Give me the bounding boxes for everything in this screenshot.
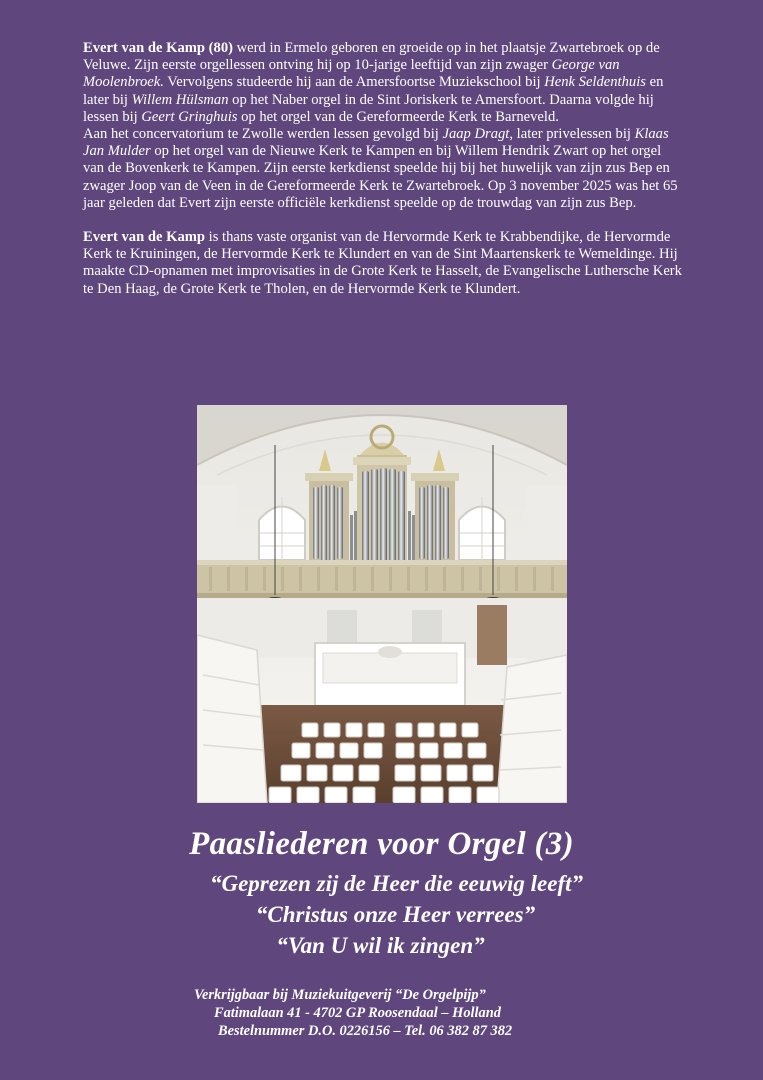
teacher-name: Klaas Jan Mulder xyxy=(83,126,669,160)
bio-text: , later privelessen bij xyxy=(509,126,635,143)
bio-text: en later bij xyxy=(83,74,664,108)
bio-paragraph-1 xyxy=(83,40,683,126)
church-organ-photo xyxy=(197,405,567,803)
bio-text: Vervolgens studeerde hij aan de Amersfoortse Muziekschool bij xyxy=(163,74,545,91)
bio-text: op het orgel van de Nieuwe Kerk te Kampen en bij Willem Hendrik Zwart op het orgel van de Bovenkerk te Kampen. Zijn eerste kerkdienst speelde hij bij het huwelijk van zijn zus Bep en zwager Joop van de Veen in de Gereformeerde Kerk te Zwartebroek. Op 3 november 2025 was het 65 jaar geleden dat Evert zijn eerste officiële kerkdienst speelde op de trouwdag van zijn zus Bep. xyxy=(83,143,678,211)
order-number: Bestelnummer D.O. 0226156 – Tel. 06 382 87 382 xyxy=(218,1023,513,1039)
song-title: “Christus onze Heer verrees” xyxy=(255,902,536,927)
bio-text: Aan het concervatorium te Zwolle werden lessen gevolgd bij xyxy=(83,126,443,143)
bio-paragraph-2 xyxy=(83,126,683,212)
publisher-address: Fatimalaan 41 - 4702 GP Roosendaal – Holland xyxy=(214,1005,501,1021)
teacher-name: George van Moolenbroek. xyxy=(83,57,620,91)
publisher-info xyxy=(0,986,763,1040)
song-title: “Geprezen zij de Heer die eeuwig leeft” xyxy=(209,871,584,896)
organist-name: Evert van de Kamp xyxy=(83,229,206,246)
teacher-name: Henk Seldenthuis xyxy=(544,74,646,91)
song-title: “Van U wil ik zingen” xyxy=(276,933,485,958)
teacher-name: Geert Gringhuis xyxy=(141,108,238,125)
biography xyxy=(83,40,683,298)
teacher-name: Jaap Dragt xyxy=(442,126,510,143)
publication-title: Paasliederen voor Orgel (3) xyxy=(189,826,574,862)
bio-paragraph-3 xyxy=(83,229,683,298)
organ-illustration xyxy=(197,405,567,803)
teacher-name: Willem Hülsman xyxy=(131,91,229,108)
bio-text: werd in Ermelo geboren en groeide op in het plaatsje Zwartebroek op de Veluwe. Zijn eerste orgellessen ontving hij op 10-jarige leeftijd van zijn zwager xyxy=(83,40,660,74)
organist-name: Evert van de Kamp (80) xyxy=(83,40,233,56)
publisher-name: Verkrijgbaar bij Muziekuitgeverij “De Orgelpijp” xyxy=(194,987,486,1003)
song-list xyxy=(0,868,763,961)
bio-text: is thans vaste organist van de Hervormde Kerk te Krabbendijke, de Hervormde Kerk te Kruiningen, de Hervormde Kerk te Klundert en van de Sint Maartenskerk te Wemeldinge. Hij maakte CD-opnamen met improvisaties in de Grote Kerk te Hasselt, de Evangelische Luthersche Kerk te Den Haag, de Grote Kerk te Tholen, en de Hervormde Kerk te Klundert. xyxy=(83,229,682,297)
bio-text: op het Naber orgel in de Sint Joriskerk te Amersfoort. Daarna volgde hij lessen bij xyxy=(83,91,654,125)
bio-text: op het orgel van de Gereformeerde Kerk te Barneveld. xyxy=(237,108,559,125)
